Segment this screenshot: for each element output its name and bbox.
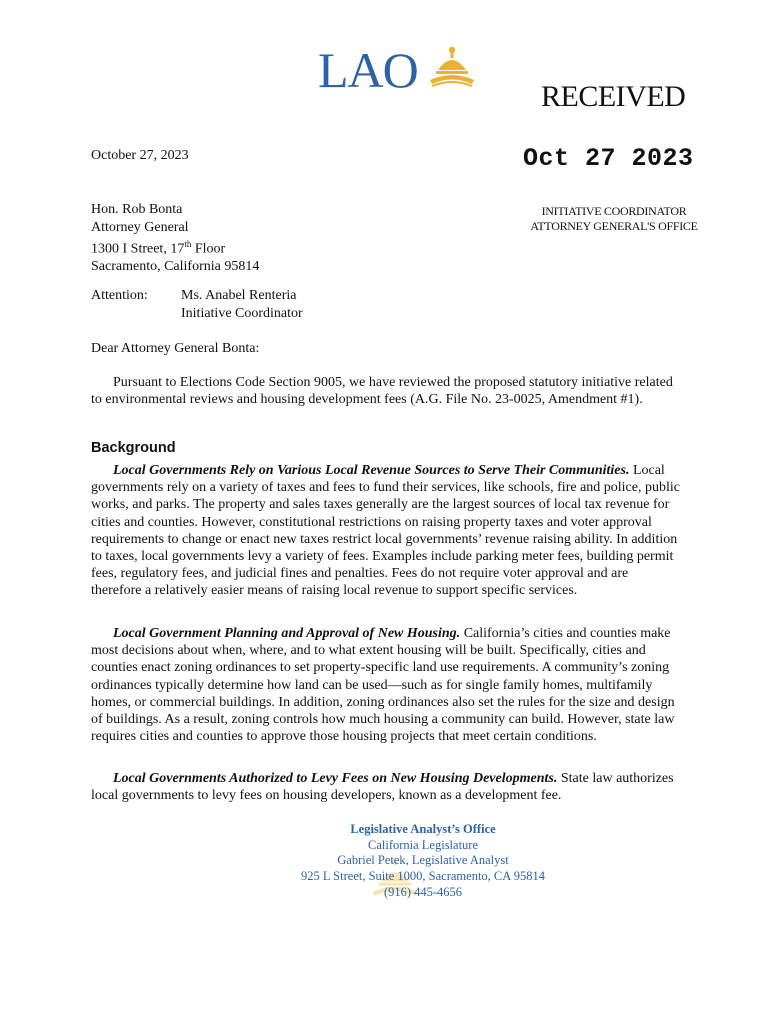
stamp-office-line2: ATTORNEY GENERAL'S OFFICE xyxy=(530,219,698,233)
paragraph-lead: Local Governments Authorized to Levy Fees on New Housing Developments. xyxy=(113,771,558,786)
footer-line3: Gabriel Petek, Legislative Analyst xyxy=(337,853,509,868)
recipient-address xyxy=(91,201,259,276)
footer-line2: California Legislature xyxy=(367,837,479,852)
stamp-office-line1: INITIATIVE COORDINATOR xyxy=(541,204,687,218)
paragraph-revenue xyxy=(91,462,681,600)
paragraph-text: State law authorizes local governments to levy fees on housing developers, known as a development fee. xyxy=(91,771,674,804)
footer-org: Legislative Analyst’s Office xyxy=(350,822,496,836)
footer xyxy=(200,822,646,901)
recipient-street: 1300 I Street, 17th Floor xyxy=(91,239,226,257)
received-stamp: RECEIVED xyxy=(541,80,686,113)
attention-title: Initiative Coordinator xyxy=(181,305,303,321)
paragraph-lead: Local Governments Rely on Various Local Revenue Sources to Serve Their Communities. xyxy=(113,463,630,478)
capitol-dome-icon xyxy=(428,44,476,97)
paragraph-text: Local governments rely on a variety of taxes and fees to fund their services, like schools, fire and police, public works, and parks. The property and sales taxes generally are the largest sources of local tax revenue for cities and counties. However, constitutional restrictions on raising property taxes and voter approval requirements to change or enact new taxes restrict local governments’ revenue raising ability. In addition to taxes, local governments levy a variety of fees. Examples include parking meter fees, building permit fees, regulatory fees, and judicial fines and penalties. Fees do not require voter approval and are therefore a relatively easier means of raising local revenue to support specific services. xyxy=(91,463,680,599)
attention-label: Attention: xyxy=(91,288,148,303)
letter-date: October 27, 2023 xyxy=(91,148,189,163)
salutation: Dear Attorney General Bonta: xyxy=(91,341,260,356)
paragraph-text: California’s cities and counties make most decisions about when, where, and to what extent housing will be built. Specifically, cities and counties enact zoning ordinances to set property-specific land use requirements. A community’s zoning ordinances typically determine how land can be used—such as for single family homes, multifamily homes, or commercial buildings. In addition, zoning ordinances also set the rules for the size and design of buildings. As a result, zoning controls how much housing a community can build. However, state law requires cities and counties to approve those housing projects that meet certain conditions. xyxy=(91,626,675,745)
section-heading: Background xyxy=(91,440,176,456)
received-date: Oct 27 2023 xyxy=(523,144,694,173)
paragraph-planning xyxy=(91,625,681,745)
recipient-name: Hon. Rob Bonta xyxy=(91,202,183,217)
footer-phone: (916) 445-4656 xyxy=(383,884,463,899)
paragraph-fees xyxy=(91,770,681,804)
recipient-title: Attorney General xyxy=(91,219,189,235)
attention-name: Ms. Anabel Renteria xyxy=(181,288,297,303)
recipient-city: Sacramento, California 95814 xyxy=(91,259,260,275)
logo-text: LAO xyxy=(318,42,418,98)
footer-address: 925 L Street, Suite 1000, Sacramento, CA 95814 xyxy=(301,869,545,884)
intro-paragraph: Pursuant to Elections Code Section 9005, we have reviewed the proposed statutory initiative related to environmental reviews and housing development fees (A.G. File No. 23-0025, Amendment #1). xyxy=(91,375,673,408)
stamp-office xyxy=(526,204,702,234)
attention-recipient xyxy=(181,287,303,322)
paragraph-lead: Local Government Planning and Approval of New Housing. xyxy=(113,626,461,641)
